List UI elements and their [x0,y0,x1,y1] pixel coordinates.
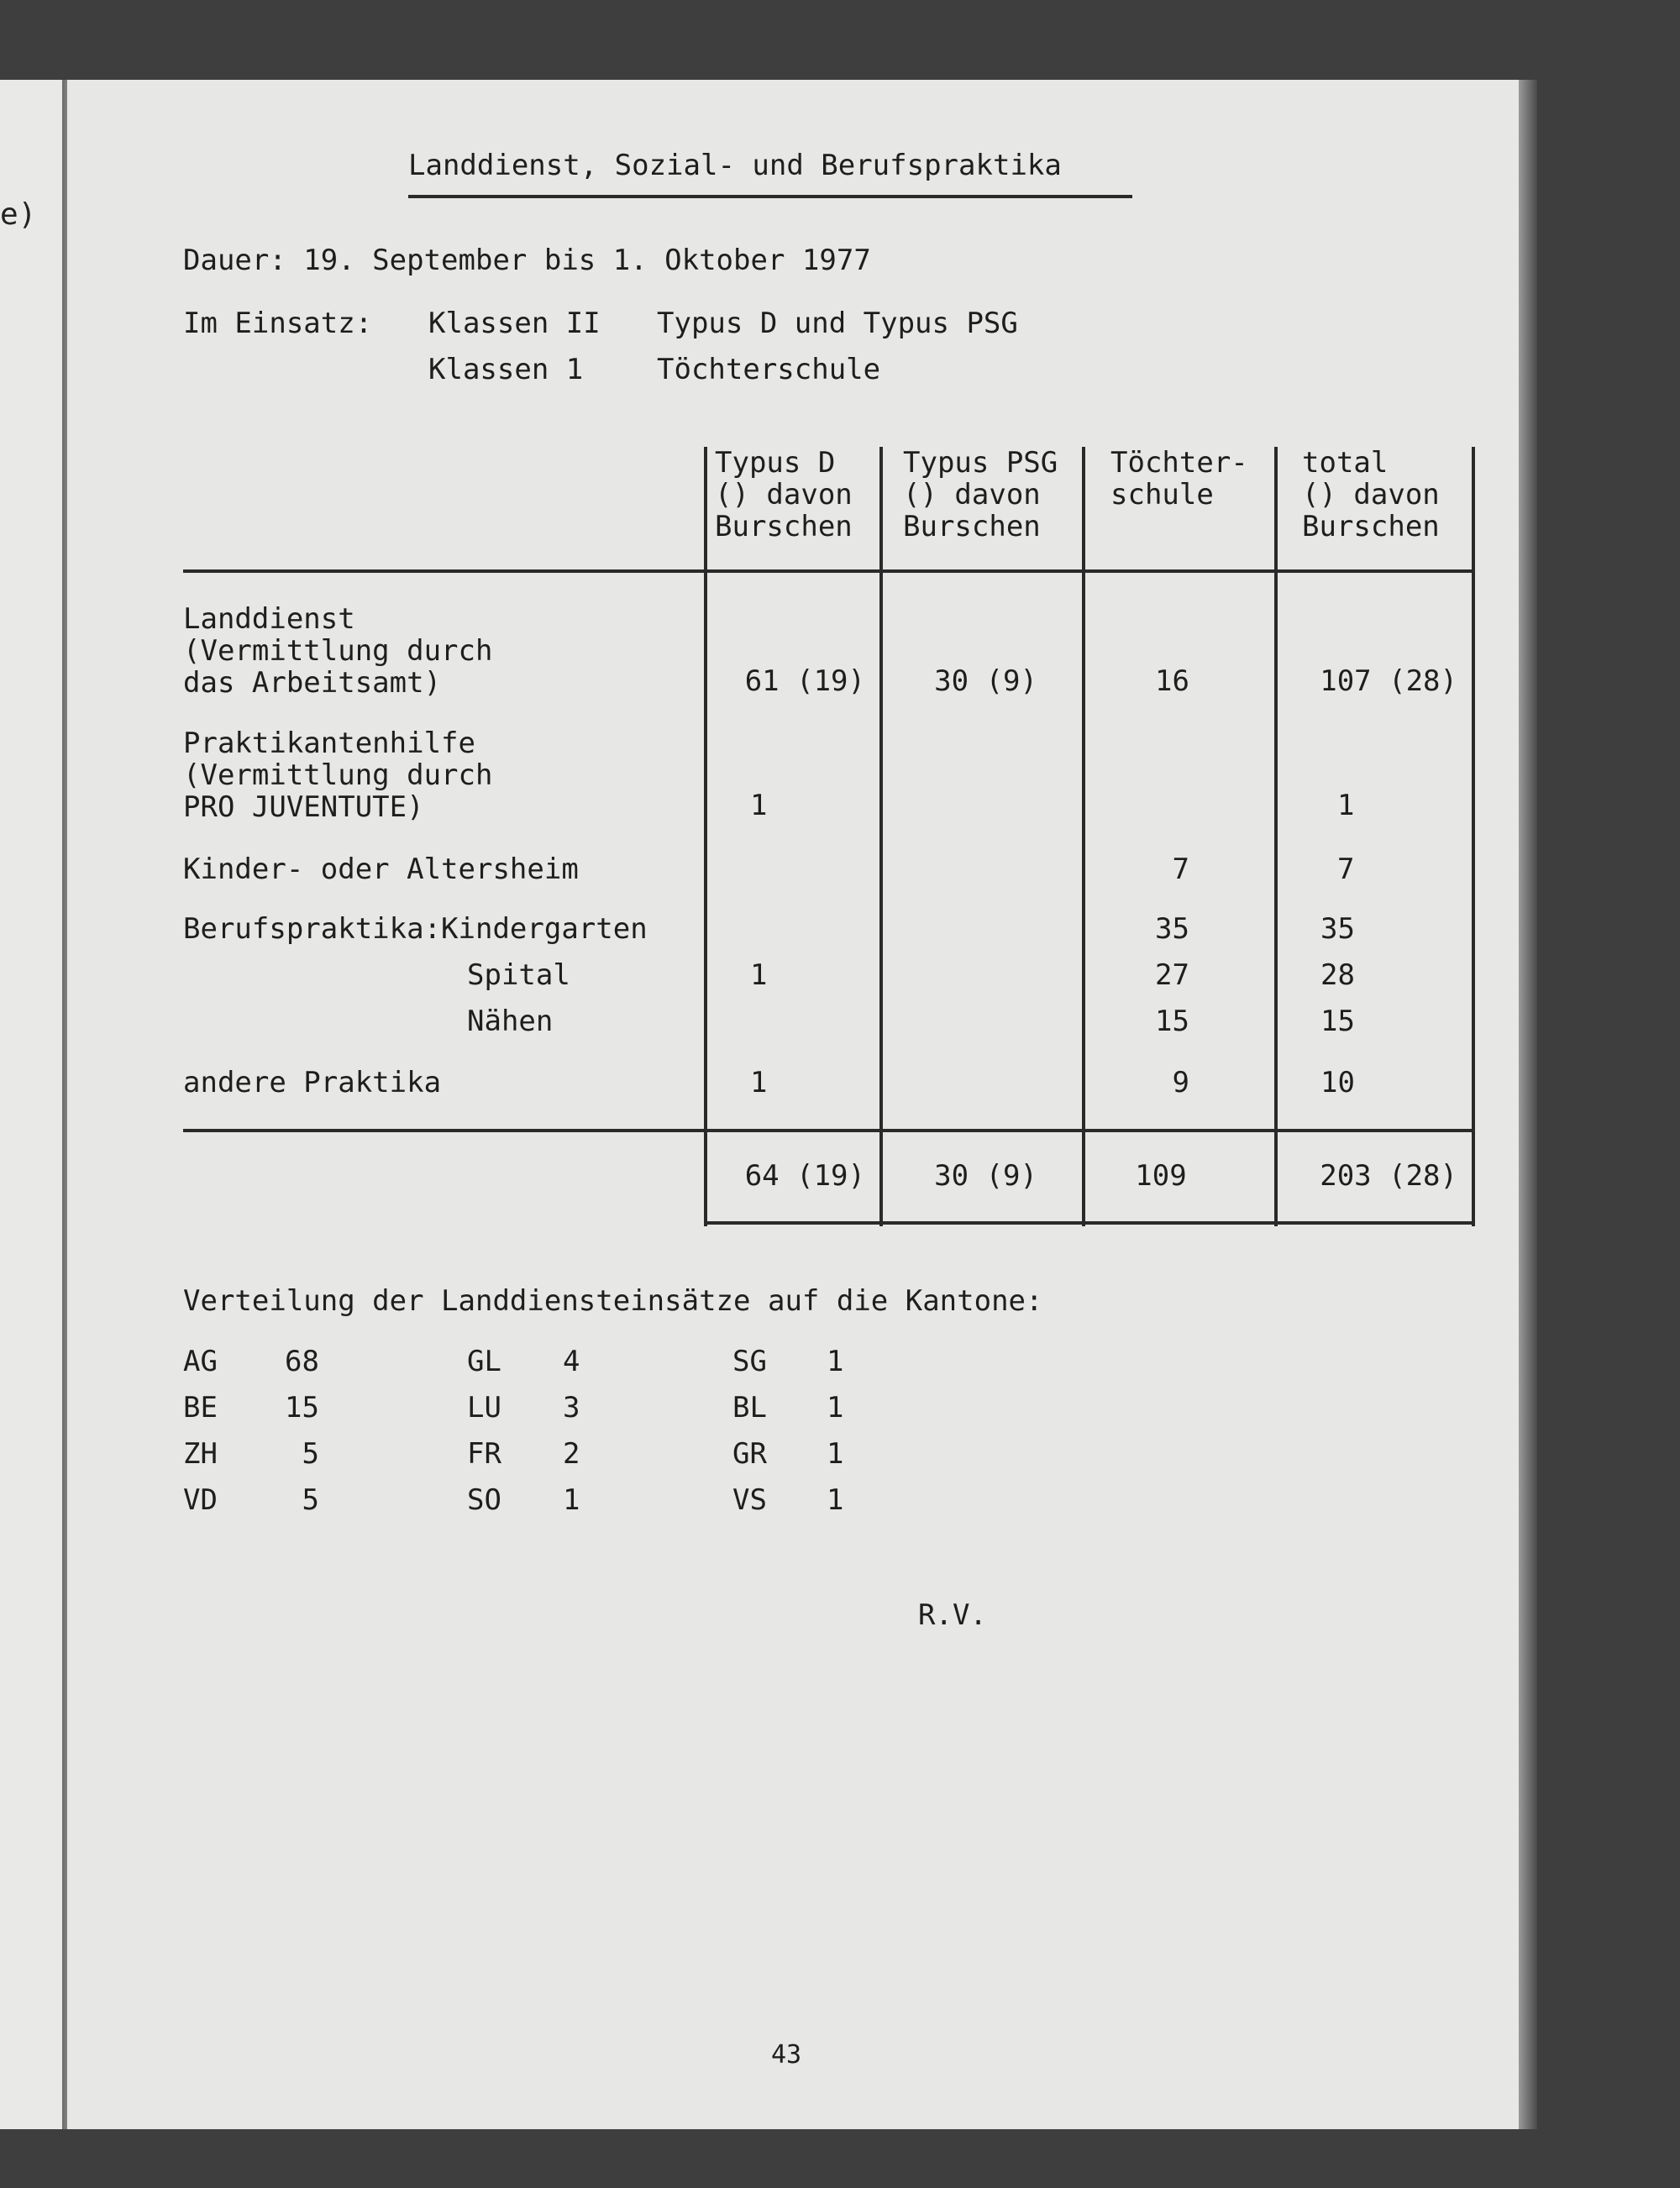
kanton-value: 4 [563,1345,580,1378]
row-label-heim: Kinder- oder Altersheim [183,853,579,886]
table-vline-1 [704,447,707,1226]
page-edge-shadow [1519,80,1537,2129]
cell-spital-typus-d: 1 [750,958,768,992]
total-toechter: 109 [1135,1159,1187,1193]
einsatz-typ-1: Typus D und Typus PSG [657,307,1018,340]
title-underline [408,195,1132,198]
kanton-value: 68 [285,1345,319,1378]
kanton-value: 1 [827,1483,844,1517]
kanton-code: GR [732,1437,767,1471]
cell-landdienst-typus-psg: 30 (9) [934,664,1037,698]
total-total: 203 (28) [1320,1159,1457,1193]
total-typus-psg: 30 (9) [934,1159,1037,1193]
row-label-naehen: Nähen [467,1005,554,1038]
kanton-code: FR [467,1437,501,1471]
einsatz-klasse-2: Klassen 1 [428,353,584,386]
kanton-value: 1 [563,1483,580,1517]
kanton-code: BE [183,1391,218,1425]
cell-kindergarten-total: 35 [1320,912,1355,946]
cell-andere-total: 10 [1320,1066,1355,1099]
signature-initials: R.V. [918,1598,987,1632]
header-typus-d: Typus D () davon Burschen [715,446,853,543]
table-bottom-rule [704,1221,1475,1225]
kanton-code: SO [467,1483,501,1517]
cell-heim-total: 7 [1337,853,1355,886]
page-number: 43 [771,2040,802,2070]
dauer-line: Dauer: 19. September bis 1. Oktober 1977 [183,244,871,277]
cell-andere-toechter: 9 [1172,1066,1189,1099]
kanton-code: GL [467,1345,501,1378]
table-header-rule [183,569,1475,573]
previous-page [0,80,69,2129]
cell-naehen-total: 15 [1320,1005,1355,1038]
cell-andere-typus-d: 1 [750,1066,768,1099]
kanton-code: LU [467,1391,501,1425]
kanton-value: 5 [302,1483,319,1517]
kanton-code: BL [732,1391,767,1425]
row-label-landdienst: Landdienst (Vermittlung durch das Arbeitsamt) [183,602,493,700]
kanton-code: VS [732,1483,767,1517]
kanton-value: 3 [563,1391,580,1425]
cell-landdienst-toechter: 16 [1155,664,1189,698]
table-vline-3 [1082,447,1085,1226]
kanton-value: 1 [827,1391,844,1425]
row-label-spital: Spital [467,958,570,992]
kanton-code: AG [183,1345,218,1378]
einsatz-label: Im Einsatz: [183,307,373,340]
kanton-value: 2 [563,1437,580,1471]
row-label-andere: andere Praktika [183,1066,442,1099]
cell-landdienst-typus-d: 61 (19) [744,664,865,698]
einsatz-klasse-1: Klassen II [428,307,601,340]
header-total: total () davon Burschen [1302,446,1440,543]
cell-naehen-toechter: 15 [1155,1005,1189,1038]
cell-heim-toechter: 7 [1172,853,1189,886]
kanton-value: 15 [285,1391,319,1425]
page-title: Landdienst, Sozial- und Berufspraktika [408,149,1062,182]
previous-page-text: e) [0,197,37,232]
cell-kindergarten-toechter: 35 [1155,912,1189,946]
verteilung-title: Verteilung der Landdiensteinsätze auf die Kantone: [183,1284,1043,1318]
cell-praktikantenhilfe-typus-d: 1 [750,789,768,822]
cell-spital-total: 28 [1320,958,1355,992]
kanton-value: 1 [827,1437,844,1471]
header-typus-psg: Typus PSG () davon Burschen [903,446,1058,543]
table-vline-2 [879,447,883,1226]
table-totals-rule [183,1129,1475,1132]
table-vline-5 [1472,447,1475,1226]
row-label-kindergarten: Berufspraktika:Kindergarten [183,912,648,946]
kanton-code: SG [732,1345,767,1378]
cell-praktikantenhilfe-total: 1 [1337,789,1355,822]
row-label-praktikantenhilfe: Praktikantenhilfe (Vermittlung durch PRO JUVENTUTE) [183,727,493,824]
kanton-value: 5 [302,1437,319,1471]
header-toechterschule: Töchter- schule [1110,446,1248,512]
document-page [67,80,1519,2129]
total-typus-d: 64 (19) [744,1159,865,1193]
cell-spital-toechter: 27 [1155,958,1189,992]
einsatz-typ-2: Töchterschule [657,353,881,386]
cell-landdienst-total: 107 (28) [1320,664,1457,698]
kanton-code: VD [183,1483,218,1517]
kanton-value: 1 [827,1345,844,1378]
table-vline-4 [1274,447,1278,1226]
kanton-code: ZH [183,1437,218,1471]
